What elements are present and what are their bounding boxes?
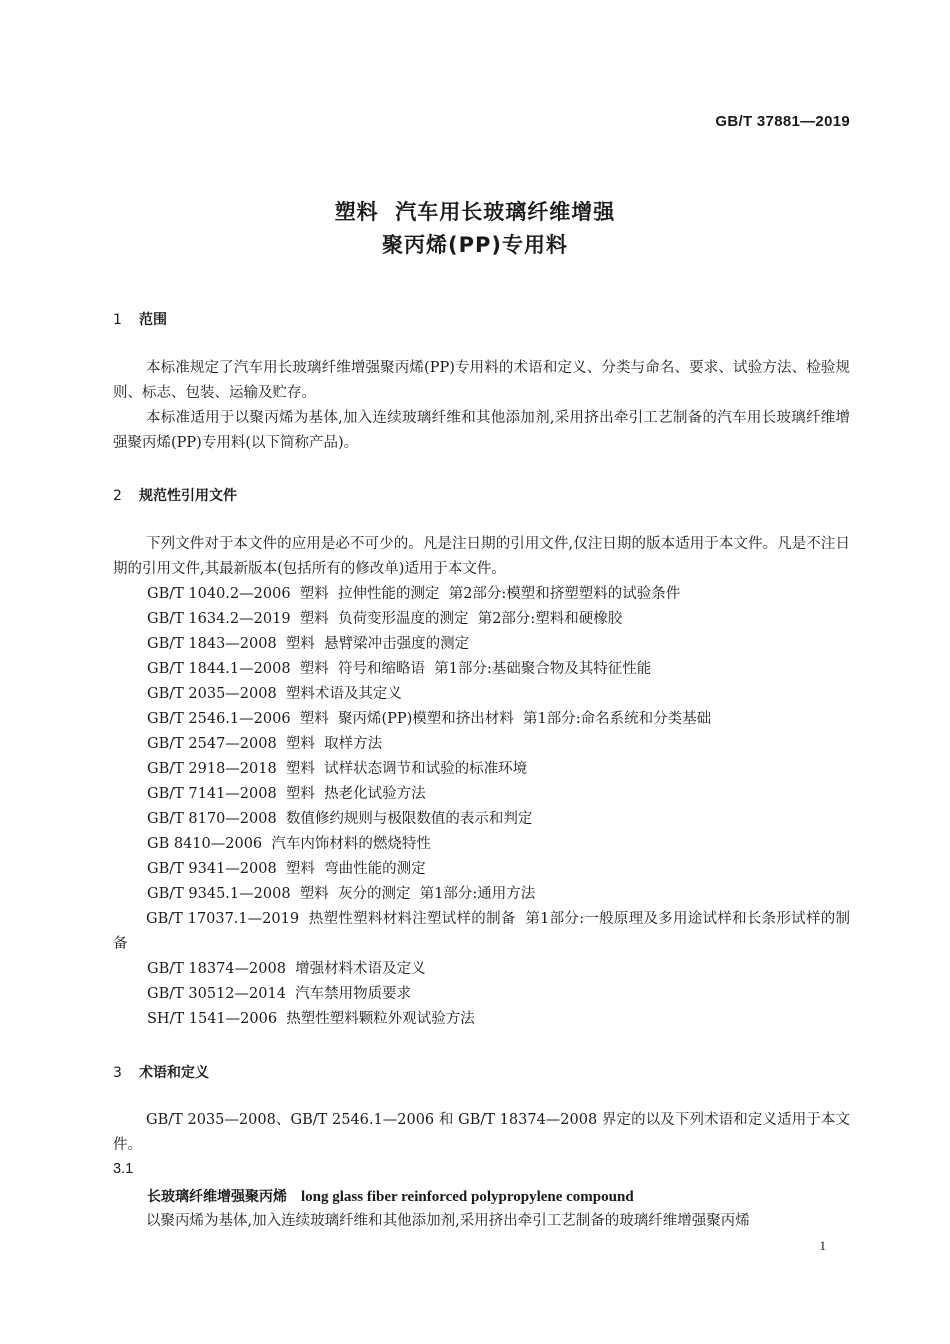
reference-item: GB/T 9345.1—2008 塑料 灰分的测定 第1部分:通用方法 [147, 886, 536, 902]
scope-paragraph-1: 本标准规定了汽车用长玻璃纤维增强聚丙烯(PP)专用料的术语和定义、分类与命名、要求、试验方法、检验规则、标志、包装、运输及贮存。 [113, 360, 850, 401]
term-chinese: 长玻璃纤维增强聚丙烯 [147, 1189, 287, 1205]
reference-item: GB/T 18374—2008 增强材料术语及定义 [147, 961, 426, 977]
reference-item: GB/T 1844.1—2008 塑料 符号和缩略语 第1部分:基础聚合物及其特征性能 [147, 661, 652, 677]
document-title-line1: 塑料 汽车用长玻璃纤维增强 [334, 200, 616, 224]
standard-number: GB/T 37881—2019 [715, 113, 850, 130]
section-number: 1 [113, 312, 122, 328]
reference-item: GB/T 2035—2008 塑料术语及其定义 [147, 686, 402, 702]
reference-item: GB/T 7141—2008 塑料 热老化试验方法 [147, 786, 426, 802]
reference-item: GB/T 8170—2008 数值修约规则与极限数值的表示和判定 [147, 811, 533, 827]
section-title: 术语和定义 [139, 1065, 209, 1081]
reference-item: GB/T 2546.1—2006 塑料 聚丙烯(PP)模塑和挤出材料 第1部分:命名系统和分类基础 [147, 711, 712, 727]
section-title: 范围 [139, 312, 167, 328]
term-definition: 以聚丙烯为基体,加入连续玻璃纤维和其他添加剂,采用挤出牵引工艺制备的玻璃纤维增强聚丙烯 [146, 1213, 750, 1229]
section-3-heading [113, 1062, 209, 1082]
reference-item: GB/T 2547—2008 塑料 取样方法 [147, 736, 383, 752]
reference-item-wrapped: GB/T 17037.1—2019 热塑性塑料材料注塑试样的制备 第1部分:一般原理及多用途试样和长条形试样的制备 [113, 911, 850, 952]
reference-item: GB/T 9341—2008 塑料 弯曲性能的测定 [147, 861, 426, 877]
scope-paragraph-2: 本标准适用于以聚丙烯为基体,加入连续玻璃纤维和其他添加剂,采用挤出牵引工艺制备的汽车用长玻璃纤维增强聚丙烯(PP)专用料(以下简称产品)。 [113, 410, 850, 451]
reference-item: GB 8410—2006 汽车内饰材料的燃烧特性 [147, 836, 431, 852]
clause-number: 3.1 [113, 1161, 134, 1177]
term-english: long glass fiber reinforced polypropylene compound [301, 1189, 634, 1205]
section-1-heading [113, 309, 167, 329]
references-intro: 下列文件对于本文件的应用是必不可少的。凡是注日期的引用文件,仅注日期的版本适用于本文件。凡是不注日期的引用文件,其最新版本(包括所有的修改单)适用于本文件。 [113, 536, 850, 577]
section-number: 3 [113, 1065, 122, 1081]
document-title-line2: 聚丙烯(PP)专用料 [382, 233, 568, 257]
terms-intro: GB/T 2035—2008、GB/T 2546.1—2006 和 GB/T 18374—2008 界定的以及下列术语和定义适用于本文件。 [113, 1112, 850, 1153]
reference-item: GB/T 1843—2008 塑料 悬臂梁冲击强度的测定 [147, 636, 470, 652]
section-title: 规范性引用文件 [139, 488, 237, 504]
section-2-heading [113, 485, 237, 505]
reference-item: GB/T 2918—2018 塑料 试样状态调节和试验的标准环境 [147, 761, 528, 777]
section-number: 2 [113, 488, 122, 504]
reference-item: GB/T 30512—2014 汽车禁用物质要求 [147, 986, 412, 1002]
reference-item: GB/T 1040.2—2006 塑料 拉伸性能的测定 第2部分:模塑和挤塑塑料的试验条件 [147, 586, 681, 602]
page-number: 1 [819, 1238, 826, 1253]
reference-item: SH/T 1541—2006 热塑性塑料颗粒外观试验方法 [147, 1011, 475, 1027]
reference-item: GB/T 1634.2—2019 塑料 负荷变形温度的测定 第2部分:塑料和硬橡胶 [147, 611, 623, 627]
term-entry [147, 1186, 634, 1206]
